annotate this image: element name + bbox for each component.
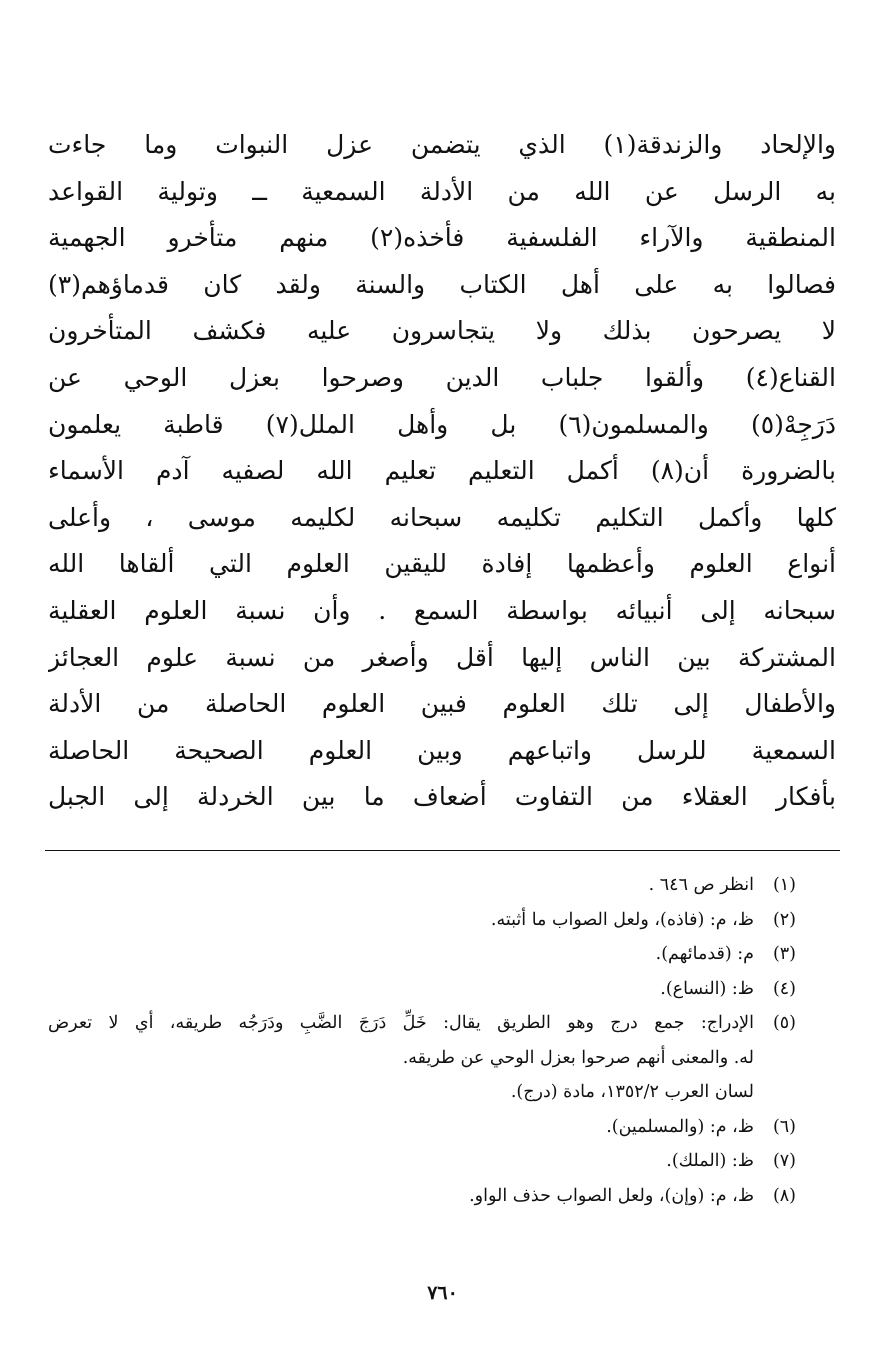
text-line: أنواع العلوم وأعظمها إفادة لليقين العلوم التي ألقاها الله bbox=[48, 549, 836, 579]
page-number: ٧٦٠ bbox=[427, 1282, 458, 1304]
footnote bbox=[48, 1110, 796, 1145]
footnote-number: (٣) bbox=[772, 944, 796, 964]
footnote bbox=[48, 903, 796, 938]
footnote bbox=[48, 868, 796, 903]
text-line: المنطقية والآراء الفلسفية فأخذه(٢) منهم متأخرو الجهمية bbox=[48, 223, 836, 253]
footnote-body bbox=[48, 1144, 754, 1179]
footnote-line: ظ، م: (وإن)، ولعل الصواب حذف الواو. bbox=[469, 1185, 754, 1206]
footnote-body bbox=[48, 903, 754, 938]
footnote bbox=[48, 1179, 796, 1214]
text-line: به الرسل عن الله من الأدلة السمعية ــ وتولية القواعد bbox=[48, 176, 836, 206]
footnote-body bbox=[48, 868, 754, 903]
footnote-number: (١) bbox=[772, 875, 796, 895]
text-line: دَرَجِهْ(٥) والمسلمون(٦) بل وأهل الملل(٧) قاطبة يعلمون bbox=[48, 409, 836, 439]
footnote-body bbox=[48, 1006, 754, 1110]
text-line: بالضرورة أن(٨) أكمل التعليم تعليم الله لصفيه آدم الأسماء bbox=[48, 456, 836, 486]
footnote-number: (٢) bbox=[772, 909, 796, 930]
text-line: لا يصرحون بذلك ولا يتجاسرون عليه فكشف المتأخرون bbox=[48, 316, 836, 346]
footnote-line: انظر ص ٦٤٦ . bbox=[648, 875, 754, 895]
footnote-number: (٥) bbox=[772, 1013, 796, 1033]
footnote-line: له. والمعنى أنهم صرحوا بعزل الوحي عن طريقه. bbox=[402, 1047, 754, 1068]
footnote bbox=[48, 1144, 796, 1179]
text-line: المشتركة بين الناس إليها أقل وأصغر من نسبة علوم العجائز bbox=[48, 642, 836, 672]
text-line: بأفكار العقلاء من التفاوت أضعاف ما بين الخردلة إلى الجبل bbox=[48, 782, 836, 812]
footnote-number: (٤) bbox=[772, 978, 796, 999]
footnote-body bbox=[48, 1110, 754, 1145]
footnote-line: ظ: (النساع). bbox=[660, 978, 754, 999]
footnote-body bbox=[48, 1179, 754, 1214]
footnote-body bbox=[48, 972, 754, 1007]
footnote-number: (٨) bbox=[772, 1185, 796, 1206]
footnote bbox=[48, 972, 796, 1007]
text-line: السمعية للرسل واتباعهم وبين العلوم الصحيحة الحاصلة bbox=[48, 735, 836, 765]
footnote-divider bbox=[45, 850, 840, 851]
footnote-line: ظ: (الملك). bbox=[666, 1151, 754, 1171]
footnote-line: ظ، م: (فاذه)، ولعل الصواب ما أثبته. bbox=[490, 909, 754, 930]
text-line: والأطفال إلى تلك العلوم فبين العلوم الحاصلة من الأدلة bbox=[48, 689, 836, 719]
text-line: والإلحاد والزندقة(١) الذي يتضمن عزل النبوات وما جاءت bbox=[48, 130, 836, 159]
main-text-block bbox=[48, 122, 836, 821]
text-line: كلها وأكمل التكليم تكليمه سبحانه لكليمه موسى ، وأعلى bbox=[48, 502, 836, 532]
footnote-line: لسان العرب ١٣٥٢/٢، مادة (درج). bbox=[510, 1082, 754, 1102]
text-line: سبحانه إلى أنبيائه بواسطة السمع . وأن نسبة العلوم العقلية bbox=[48, 595, 836, 625]
footnote-line: الإدراج: جمع درج وهو الطريق يقال: خَلِّ دَرَجَ الضَّبِ ودَرَجُه طريقه، أي لا تعرض bbox=[48, 1013, 754, 1033]
footnote-number: (٦) bbox=[772, 1116, 796, 1137]
footnote bbox=[48, 1006, 796, 1110]
footnotes-block bbox=[48, 868, 796, 1213]
footnote bbox=[48, 937, 796, 972]
footnote-line: م: (قدمائهم). bbox=[655, 944, 754, 964]
footnote-number: (٧) bbox=[772, 1151, 796, 1171]
text-line: القناع(٤) وألقوا جلباب الدين وصرحوا بعزل الوحي عن bbox=[48, 362, 836, 392]
text-line: فصالوا به على أهل الكتاب والسنة ولقد كان قدماؤهم(٣) bbox=[48, 269, 836, 299]
footnote-line: ظ، م: (والمسلمين). bbox=[606, 1116, 754, 1137]
footnote-body bbox=[48, 937, 754, 972]
